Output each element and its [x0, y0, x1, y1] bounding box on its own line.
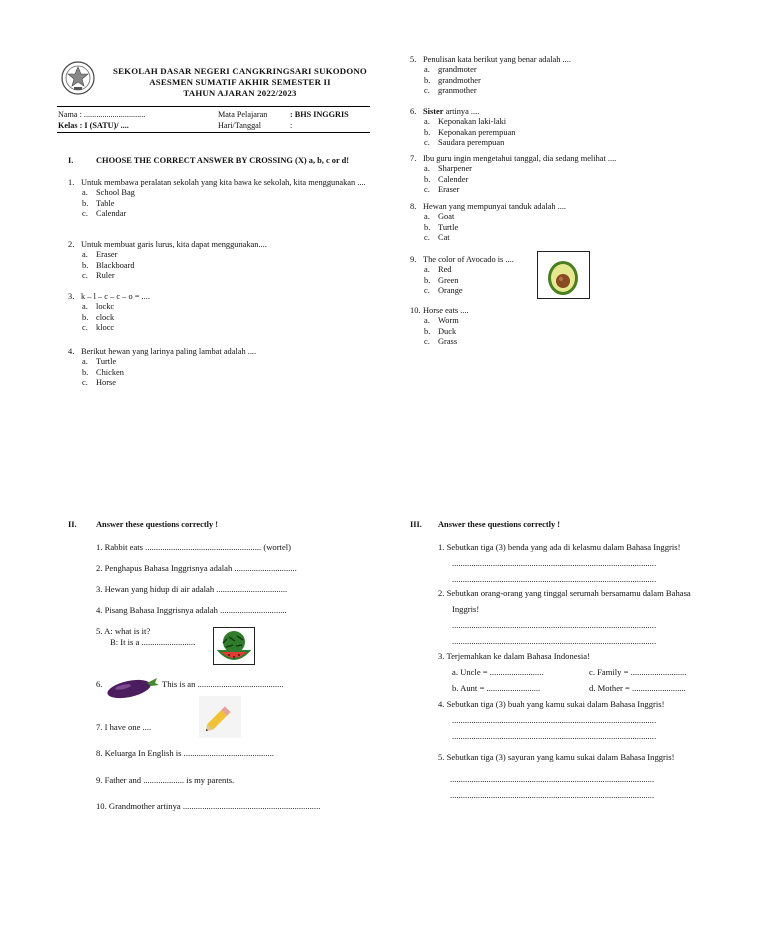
hari-value: : — [290, 121, 293, 130]
question-1 — [68, 178, 372, 220]
option-c[interactable]: c. Horse — [82, 378, 117, 388]
question-text: Horse eats .... — [423, 306, 469, 315]
exam-title: ASESMEN SUMATIF AKHIR SEMESTER II — [149, 77, 331, 87]
question-keyword: Sister — [423, 107, 444, 116]
question-2 — [68, 240, 372, 282]
option-b[interactable]: b. Table — [82, 198, 115, 208]
question-number: 6. — [410, 107, 417, 116]
question-10 — [410, 306, 710, 348]
question-number: 7. — [410, 154, 417, 163]
answer-line[interactable]: ............................................................................................... — [450, 790, 655, 800]
nama-field: Nama : .............................. — [58, 110, 146, 119]
translate-uncle[interactable]: a. Uncle = ......................... — [452, 667, 544, 677]
section3-title: Answer these questions correctly ! — [438, 520, 561, 529]
essay-item-8[interactable]: 8. Keluarga In English is .......................................... — [96, 748, 274, 758]
essay-item-9[interactable]: 9. Father and ................... is my parents. — [96, 775, 235, 785]
option-b[interactable]: b. grandmother — [424, 75, 481, 85]
option-a[interactable]: a. lockc — [82, 302, 115, 312]
option-a[interactable]: a. Worm — [424, 316, 459, 326]
answer-line[interactable]: ............................................................................................... — [452, 715, 657, 725]
option-c[interactable]: c. Saudara perempuan — [424, 138, 505, 148]
question-3 — [68, 292, 372, 334]
option-a[interactable]: a. Red — [424, 265, 452, 275]
option-b[interactable]: b. Chicken — [82, 367, 124, 377]
essay-item-7[interactable]: 7. I have one .... — [96, 722, 152, 732]
question-6 — [410, 107, 710, 149]
option-a[interactable]: a. Turtle — [82, 357, 117, 367]
option-a[interactable]: a. School Bag — [82, 188, 135, 198]
option-b[interactable]: b. Turtle — [424, 222, 459, 232]
essay-item-1[interactable]: 1. Rabbit eats ...................................................... (wortel) — [96, 542, 292, 552]
section2-roman: II. — [68, 520, 77, 529]
essay-item-6-number: 6. — [96, 679, 103, 689]
essay-item-2[interactable]: 2. Penghapus Bahasa Inggrisnya adalah ............................. — [96, 563, 297, 573]
option-a[interactable]: a. Eraser — [82, 250, 118, 260]
mapel-value: : BHS INGGRIS — [290, 110, 349, 119]
option-c[interactable]: c. Orange — [424, 286, 463, 296]
pencil-icon — [199, 696, 241, 738]
answer-line[interactable]: ............................................................................................... — [452, 636, 657, 646]
question-7 — [410, 154, 710, 196]
question-8 — [410, 202, 710, 244]
question-text: artinya .... — [443, 107, 480, 116]
question-text: Hewan yang mempunyai tanduk adalah .... — [423, 202, 567, 211]
question-number: 10. — [410, 306, 421, 315]
eggplant-icon — [105, 674, 160, 700]
question-5 — [410, 55, 710, 97]
answer-line[interactable]: ............................................................................................... — [452, 731, 657, 741]
section2-title: Answer these questions correctly ! — [96, 520, 219, 529]
essay-item-3[interactable]: 3. Hewan yang hidup di air adalah ................................. — [96, 584, 288, 594]
question-number: 1. — [68, 178, 75, 187]
divider-top — [57, 106, 370, 107]
option-a[interactable]: a. grandmoter — [424, 65, 477, 75]
essay-item-5-question: 5. A: what is it? — [96, 626, 151, 636]
question-number: 3. — [68, 292, 75, 301]
question-number: 8. — [410, 202, 417, 211]
option-c[interactable]: c. Grass — [424, 337, 458, 347]
question-4 — [68, 347, 372, 389]
short-answer-5: 5. Sebutkan tiga (3) sayuran yang kamu sukai dalam Bahasa Inggris! — [438, 752, 675, 762]
translate-family[interactable]: c. Family = .......................... — [589, 667, 687, 677]
option-b[interactable]: b. Duck — [424, 326, 457, 336]
avocado-icon — [537, 251, 590, 299]
question-text: Berikut hewan yang larinya paling lambat adalah .... — [81, 347, 257, 356]
divider-bottom — [57, 132, 370, 133]
hari-label: Hari/Tanggal — [218, 121, 262, 130]
kelas-field: Kelas : I (SATU)/ .... — [58, 121, 129, 130]
question-number: 9. — [410, 255, 417, 264]
translate-aunt[interactable]: b. Aunt = ......................... — [452, 683, 541, 693]
section3-roman: III. — [410, 520, 422, 529]
short-answer-1: 1. Sebutkan tiga (3) benda yang ada di kelasmu dalam Bahasa Inggris! — [438, 542, 681, 552]
section1-title: CHOOSE THE CORRECT ANSWER BY CROSSING (X) a, b, c or d! — [96, 156, 350, 165]
option-b[interactable]: b. Calender — [424, 174, 469, 184]
translate-mother[interactable]: d. Mother = ......................... — [589, 683, 686, 693]
option-b[interactable]: b. Blackboard — [82, 260, 135, 270]
option-a[interactable]: a. Keponakan laki-laki — [424, 117, 507, 127]
question-number: 5. — [410, 55, 417, 64]
option-b[interactable]: b. Keponakan perempuan — [424, 127, 516, 137]
option-b[interactable]: b. clock — [82, 312, 115, 322]
question-text: Untuk membawa peralatan sekolah yang kita bawa ke sekolah, kita menggunakan .... — [81, 178, 366, 187]
school-year: TAHUN AJARAN 2022/2023 — [183, 88, 297, 98]
essay-item-6-answer[interactable]: This is an ........................................ — [162, 679, 284, 689]
essay-item-4[interactable]: 4. Pisang Bahasa Inggrisnya adalah ............................... — [96, 605, 287, 615]
option-c[interactable]: c. Ruler — [82, 271, 115, 281]
watermelon-icon — [213, 627, 255, 665]
question-text: Ibu guru ingin mengetahui tanggal, dia sedang melihat .... — [423, 154, 617, 163]
essay-item-10[interactable]: 10. Grandmother artinya ................................................................ — [96, 801, 321, 811]
option-c[interactable]: c. klocc — [82, 323, 115, 333]
option-a[interactable]: a. Sharpener — [424, 164, 472, 174]
short-answer-4: 4. Sebutkan tiga (3) buah yang kamu sukai dalam Bahasa Inggris! — [438, 699, 665, 709]
short-answer-3: 3. Terjemahkan ke dalam Bahasa Indonesia! — [438, 651, 590, 661]
essay-item-5-answer[interactable]: B: It is a ......................... — [110, 637, 196, 647]
option-a[interactable]: a. Goat — [424, 212, 455, 222]
question-9 — [410, 255, 540, 297]
question-text: k – l – c – c – o = .... — [81, 292, 150, 301]
option-b[interactable]: b. Green — [424, 275, 459, 285]
short-answer-2: 2. Sebutkan orang-orang yang tinggal serumah bersamamu dalam Bahasa — [438, 588, 691, 598]
answer-line[interactable]: ............................................................................................... — [450, 774, 655, 784]
question-text: Penulisan kata berikut yang benar adalah .... — [423, 55, 571, 64]
school-name: SEKOLAH DASAR NEGERI CANGKRINGSARI SUKODONO — [113, 66, 367, 76]
question-number: 4. — [68, 347, 75, 356]
answer-line[interactable]: ............................................................................................... — [452, 558, 657, 568]
mapel-label: Mata Pelajaran — [218, 110, 268, 119]
question-text: The color of Avocado is .... — [423, 255, 514, 264]
option-c[interactable]: c. Eraser — [424, 185, 460, 195]
option-c[interactable]: c. granmother — [424, 86, 477, 96]
short-answer-2-cont: Inggris! — [452, 604, 480, 614]
answer-line[interactable]: ............................................................................................... — [452, 620, 657, 630]
option-c[interactable]: c. Cat — [424, 233, 450, 243]
question-number: 2. — [68, 240, 75, 249]
section1-roman: I. — [68, 156, 74, 165]
question-text: Untuk membuat garis lurus, kita dapat menggunakan.... — [81, 240, 267, 249]
option-c[interactable]: c. Calendar — [82, 209, 127, 219]
answer-line[interactable]: ............................................................................................... — [452, 574, 657, 584]
school-logo-icon — [60, 60, 96, 96]
